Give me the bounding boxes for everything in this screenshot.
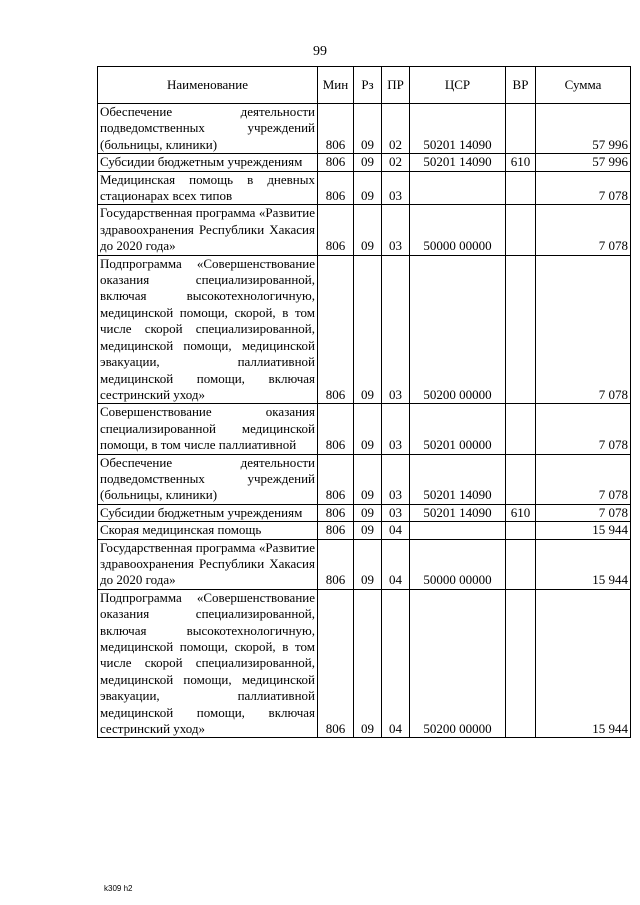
row-rz: 09 <box>354 522 382 539</box>
row-vr <box>506 589 536 738</box>
row-pr: 04 <box>382 522 410 539</box>
row-pr: 03 <box>382 504 410 521</box>
row-csr: 50201 00000 <box>410 404 506 454</box>
row-sum: 7 078 <box>536 171 631 205</box>
row-vr: 610 <box>506 154 536 171</box>
row-name: Государственная программа «Развитие здравоохранения Республики Хакасия до 2020 года» <box>98 539 318 589</box>
row-rz: 09 <box>354 539 382 589</box>
row-csr: 50201 14090 <box>410 104 506 154</box>
header-sum: Сумма <box>536 67 631 104</box>
row-sum: 7 078 <box>536 205 631 255</box>
row-csr: 50201 14090 <box>410 504 506 521</box>
row-csr <box>410 522 506 539</box>
row-rz: 09 <box>354 255 382 404</box>
header-rz: Рз <box>354 67 382 104</box>
row-sum: 15 944 <box>536 539 631 589</box>
row-sum: 7 078 <box>536 404 631 454</box>
table-row <box>98 205 631 255</box>
row-csr: 50200 00000 <box>410 255 506 404</box>
row-rz: 09 <box>354 454 382 504</box>
row-vr <box>506 404 536 454</box>
footer-code: k309 h2 <box>104 884 133 893</box>
row-pr: 04 <box>382 589 410 738</box>
header-min: Мин <box>318 67 354 104</box>
row-vr <box>506 171 536 205</box>
table-header-row <box>98 67 631 104</box>
row-min: 806 <box>318 454 354 504</box>
header-vr: ВР <box>506 67 536 104</box>
row-name: Совершенствование оказания специализированной медицинской помощи, в том числе паллиативной <box>98 404 318 454</box>
row-pr: 03 <box>382 404 410 454</box>
header-csr: ЦСР <box>410 67 506 104</box>
row-min: 806 <box>318 205 354 255</box>
row-name: Подпрограмма «Совершенствование оказания специализированной, включая высокотехнологичную, медицинской помощи, скорой, в том числе скорой специализированной, медицинской помощи, медицинской эвакуации, паллиативной медицинской помощи, включая сестринский уход» <box>98 589 318 738</box>
table-row <box>98 589 631 738</box>
row-rz: 09 <box>354 154 382 171</box>
row-csr: 50201 14090 <box>410 454 506 504</box>
row-vr <box>506 205 536 255</box>
row-sum: 57 996 <box>536 154 631 171</box>
row-min: 806 <box>318 171 354 205</box>
budget-table <box>97 66 631 738</box>
row-name: Субсидии бюджетным учреждениям <box>98 504 318 521</box>
row-rz: 09 <box>354 589 382 738</box>
row-csr: 50000 00000 <box>410 539 506 589</box>
row-vr <box>506 255 536 404</box>
row-name: Субсидии бюджетным учреждениям <box>98 154 318 171</box>
table-row <box>98 539 631 589</box>
row-pr: 02 <box>382 104 410 154</box>
row-vr <box>506 522 536 539</box>
table-row <box>98 404 631 454</box>
row-pr: 03 <box>382 171 410 205</box>
row-csr <box>410 171 506 205</box>
row-min: 806 <box>318 589 354 738</box>
row-pr: 03 <box>382 255 410 404</box>
row-min: 806 <box>318 522 354 539</box>
row-vr <box>506 104 536 154</box>
row-name: Обеспечение деятельности подведомственных учреждений (больницы, клиники) <box>98 454 318 504</box>
row-min: 806 <box>318 255 354 404</box>
row-name: Скорая медицинская помощь <box>98 522 318 539</box>
table-row <box>98 504 631 521</box>
row-min: 806 <box>318 504 354 521</box>
page-number: 99 <box>313 44 327 59</box>
row-pr: 03 <box>382 205 410 255</box>
row-min: 806 <box>318 539 354 589</box>
header-pr: ПР <box>382 67 410 104</box>
row-vr: 610 <box>506 504 536 521</box>
table-row <box>98 154 631 171</box>
row-sum: 57 996 <box>536 104 631 154</box>
row-name: Подпрограмма «Совершенствование оказания специализированной, включая высокотехнологичную, медицинской помощи, скорой, в том числе скорой специализированной, медицинской помощи, медицинской эвакуации, паллиативной медицинской помощи, включая сестринский уход» <box>98 255 318 404</box>
row-sum: 7 078 <box>536 255 631 404</box>
row-sum: 7 078 <box>536 504 631 521</box>
row-sum: 7 078 <box>536 454 631 504</box>
table-row <box>98 171 631 205</box>
row-name: Медицинская помощь в дневных стационарах всех типов <box>98 171 318 205</box>
row-pr: 02 <box>382 154 410 171</box>
row-sum: 15 944 <box>536 589 631 738</box>
row-min: 806 <box>318 154 354 171</box>
header-name: Наименование <box>98 67 318 104</box>
row-csr: 50200 00000 <box>410 589 506 738</box>
row-csr: 50000 00000 <box>410 205 506 255</box>
row-csr: 50201 14090 <box>410 154 506 171</box>
row-name: Государственная программа «Развитие здравоохранения Республики Хакасия до 2020 года» <box>98 205 318 255</box>
row-rz: 09 <box>354 205 382 255</box>
table-row <box>98 255 631 404</box>
table-row <box>98 522 631 539</box>
row-pr: 03 <box>382 454 410 504</box>
row-pr: 04 <box>382 539 410 589</box>
row-min: 806 <box>318 404 354 454</box>
table-row <box>98 104 631 154</box>
row-rz: 09 <box>354 171 382 205</box>
row-rz: 09 <box>354 504 382 521</box>
table-row <box>98 454 631 504</box>
row-sum: 15 944 <box>536 522 631 539</box>
row-min: 806 <box>318 104 354 154</box>
row-rz: 09 <box>354 104 382 154</box>
row-rz: 09 <box>354 404 382 454</box>
row-vr <box>506 454 536 504</box>
row-vr <box>506 539 536 589</box>
row-name: Обеспечение деятельности подведомственных учреждений (больницы, клиники) <box>98 104 318 154</box>
